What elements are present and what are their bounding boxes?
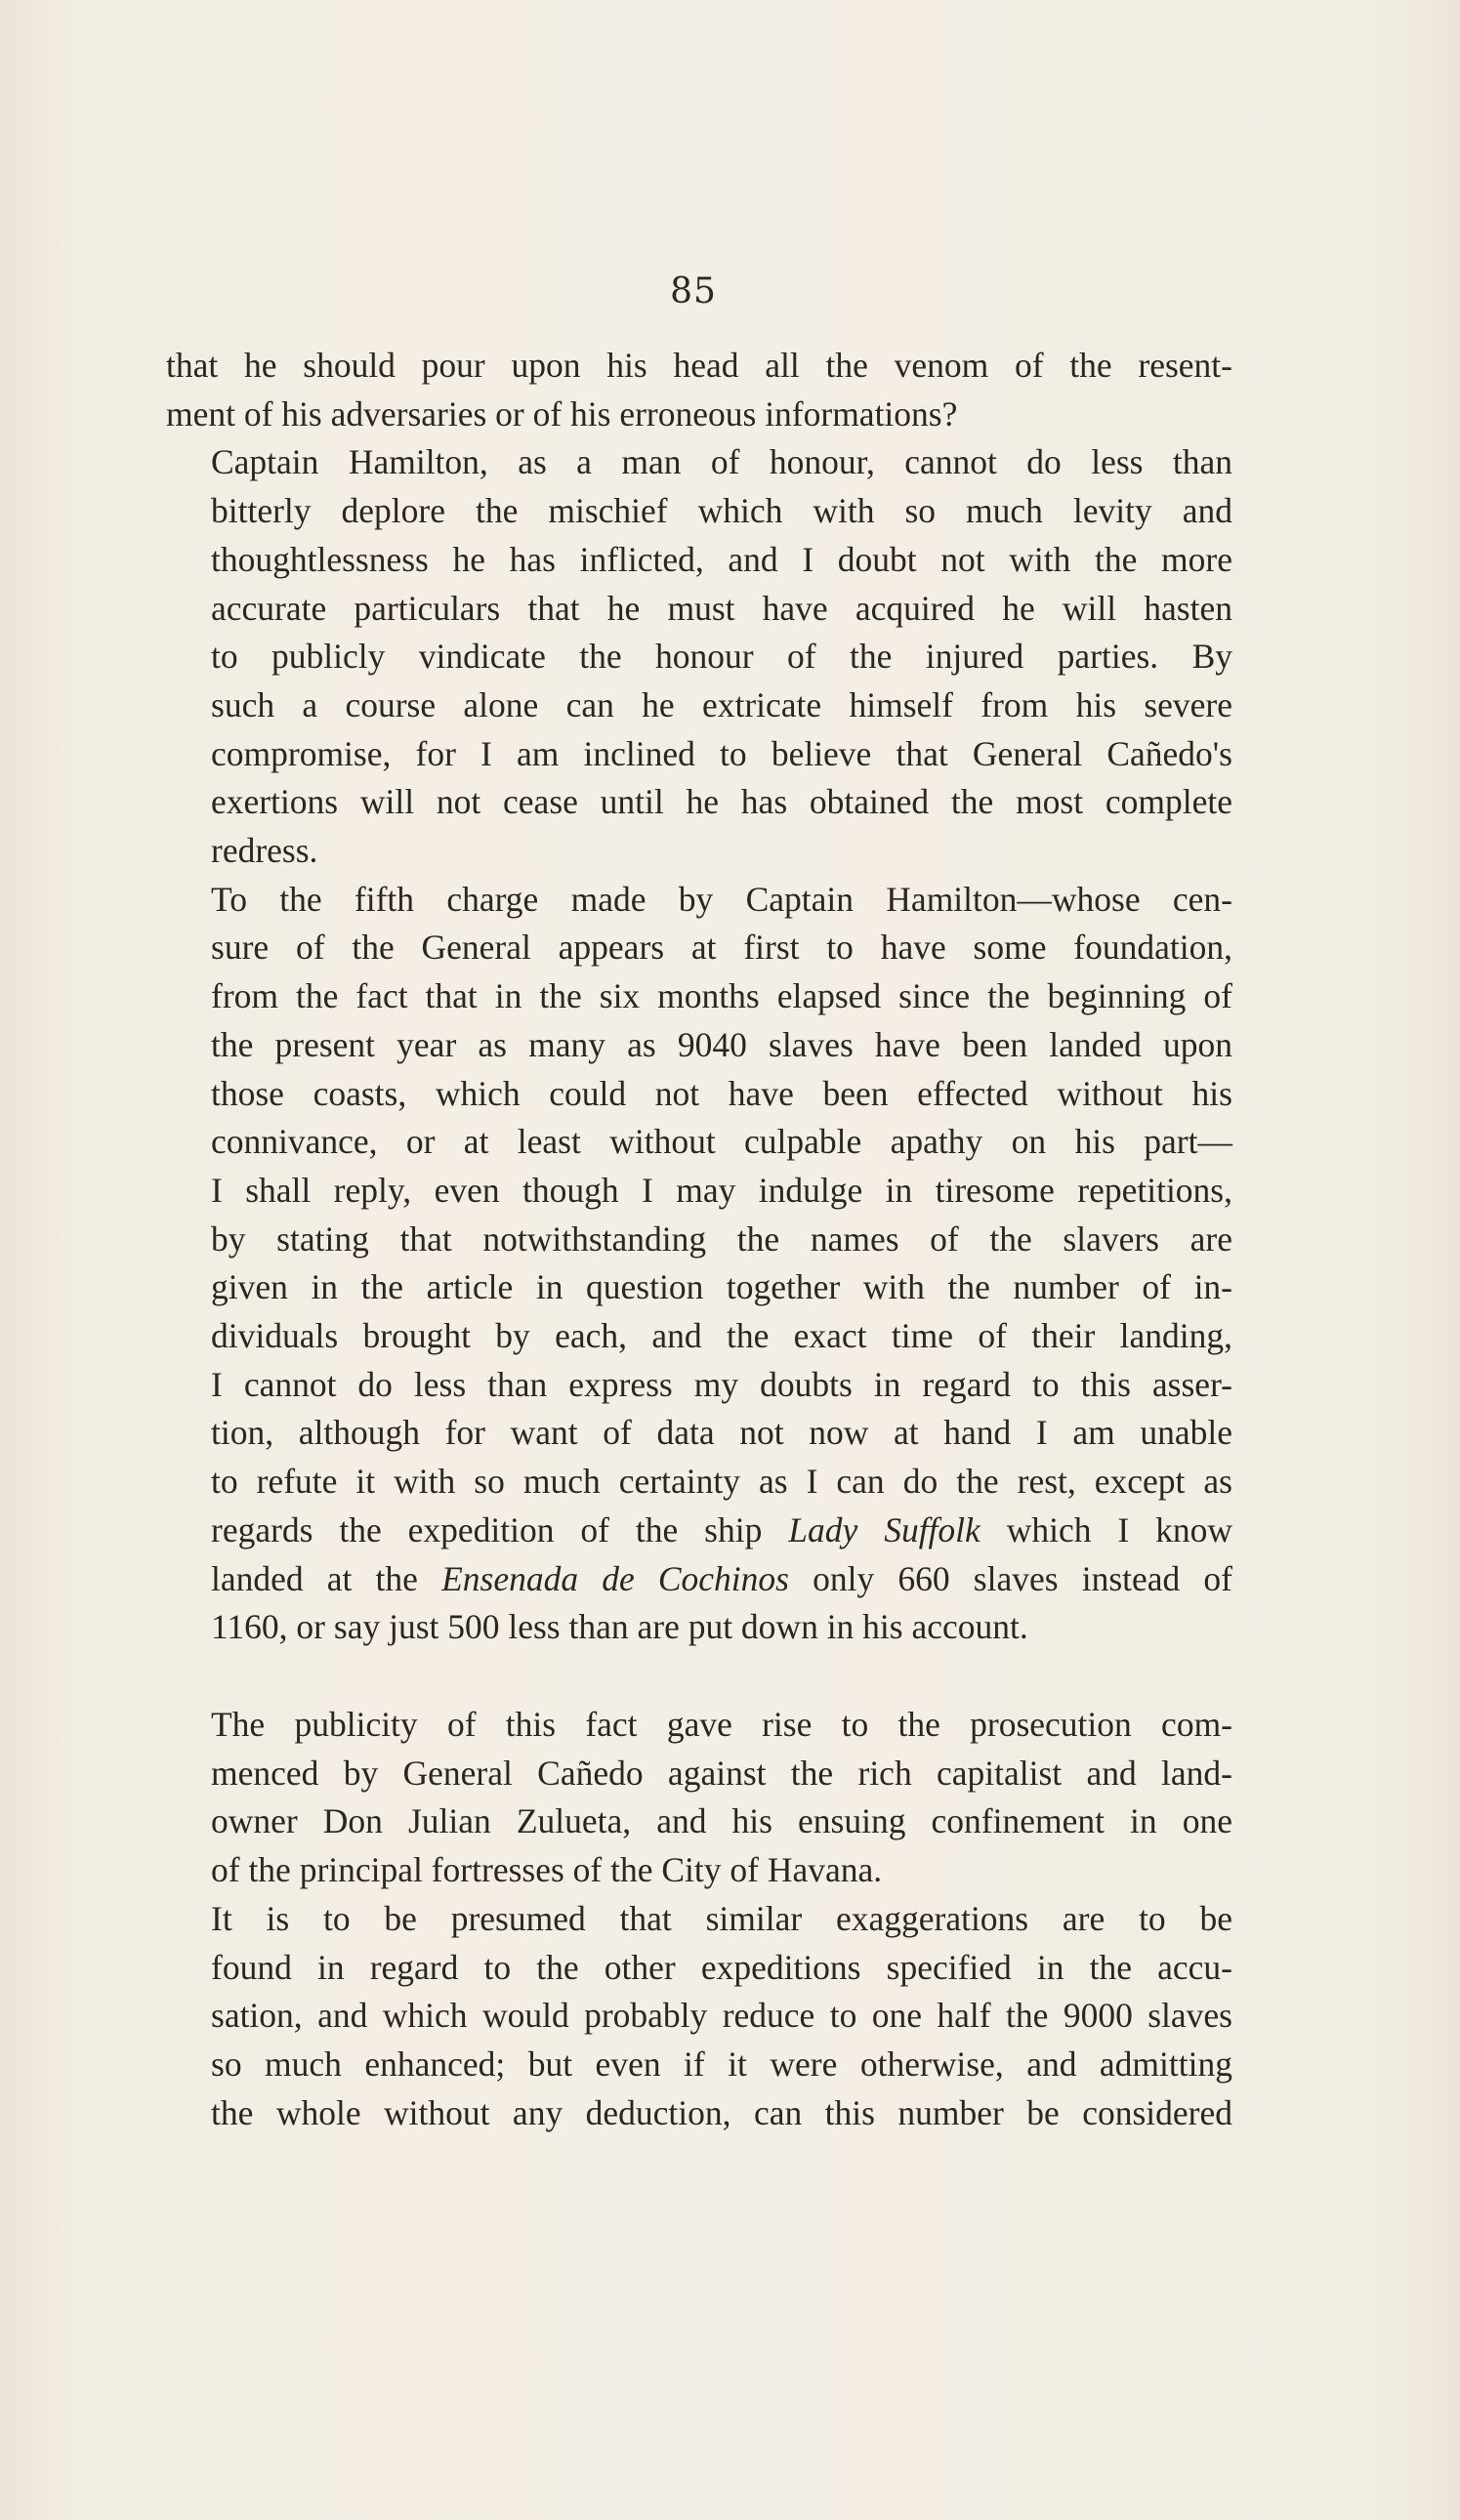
text-line: the present year as many as 9040 slaves have been landed upon <box>211 1024 1232 1064</box>
text-line: I shall reply, even though I may indulge in tiresome repetitions, <box>211 1170 1232 1210</box>
text-line: dividuals brought by each, and the exact time of their landing, <box>211 1316 1232 1356</box>
text-line: to publicly vindicate the honour of the injured parties. By <box>211 637 1232 677</box>
text-line: redress. <box>211 831 318 871</box>
text-line: connivance, or at least without culpable apathy on his part— <box>211 1122 1232 1162</box>
text-line: found in regard to the other expeditions specified in the accu- <box>211 1947 1232 1987</box>
text-line: ment of his adversaries or of his erroneous informations? <box>166 393 958 434</box>
text-line: sation, and which would probably reduce to one half the 9000 slaves <box>211 1996 1232 2036</box>
text-line: To the fifth charge made by Captain Hamilton—whose cen- <box>211 879 1232 919</box>
text-line: by stating that notwithstanding the names of the slavers are <box>211 1219 1232 1259</box>
text-line: given in the article in question together with the number of in- <box>211 1267 1232 1307</box>
text-span: landed at the <box>211 1558 442 1598</box>
paragraph-5 <box>166 1895 1232 2138</box>
text-line: compromise, for I am inclined to believe that General Cañedo's <box>211 733 1232 773</box>
text-line: menced by General Cañedo against the rich capitalist and land- <box>211 1753 1232 1793</box>
place-name: Ensenada de Cochinos <box>441 1558 789 1598</box>
text-line: sure of the General appears at first to have some foundation, <box>211 928 1232 968</box>
page-number: 85 <box>670 271 717 311</box>
text-line: of the principal fortresses of the City of Havana. <box>211 1850 883 1890</box>
text-span: only 660 slaves instead of <box>789 1558 1232 1598</box>
text-line: tion, although for want of data not now at hand I am unable <box>211 1413 1232 1453</box>
text-line: those coasts, which could not have been effected without his <box>211 1073 1232 1113</box>
ship-name: Lady Suffolk <box>788 1509 980 1549</box>
text-line: to refute it with so much certainty as I can do the rest, except as <box>211 1462 1232 1502</box>
text-line: 1160, or say just 500 less than are put down in his account. <box>211 1607 1028 1647</box>
text-line: from the fact that in the six months elapsed since the beginning of <box>211 976 1232 1016</box>
text-span: which I know <box>980 1509 1232 1549</box>
text-span: regards the expedition of the ship <box>211 1509 789 1549</box>
text-line <box>166 1507 1232 1555</box>
body-text <box>166 342 1232 2137</box>
paragraph-2 <box>166 438 1232 875</box>
section-break <box>166 1652 1232 1701</box>
text-line: the whole without any deduction, can this number be considered <box>211 2092 1232 2132</box>
text-line: so much enhanced; but even if it were otherwise, and admitting <box>211 2044 1232 2084</box>
text-line: that he should pour upon his head all the venom of the resent- <box>166 346 1232 385</box>
text-line: accurate particulars that he must have acquired he will hasten <box>211 588 1232 628</box>
text-line: owner Don Julian Zulueta, and his ensuing confinement in one <box>211 1801 1232 1841</box>
text-line: such a course alone can he extricate himself from his severe <box>211 684 1232 724</box>
text-line: It is to be presumed that similar exaggerations are to be <box>211 1898 1232 1938</box>
text-line: thoughtlessness he has inflicted, and I doubt not with the more <box>211 539 1232 579</box>
text-line: I cannot do less than express my doubts in regard to this asser- <box>211 1364 1232 1404</box>
text-line: The publicity of this fact gave rise to the prosecution com- <box>211 1704 1232 1744</box>
text-line: Captain Hamilton, as a man of honour, cannot do less than <box>211 442 1232 482</box>
paragraph-3 <box>166 876 1232 1652</box>
text-line <box>166 1555 1232 1604</box>
paragraph-1 <box>166 342 1232 438</box>
paragraph-4 <box>166 1701 1232 1895</box>
text-line: bitterly deplore the mischief which with so much levity and <box>211 491 1232 531</box>
text-line: exertions will not cease until he has obtained the most complete <box>211 782 1232 822</box>
